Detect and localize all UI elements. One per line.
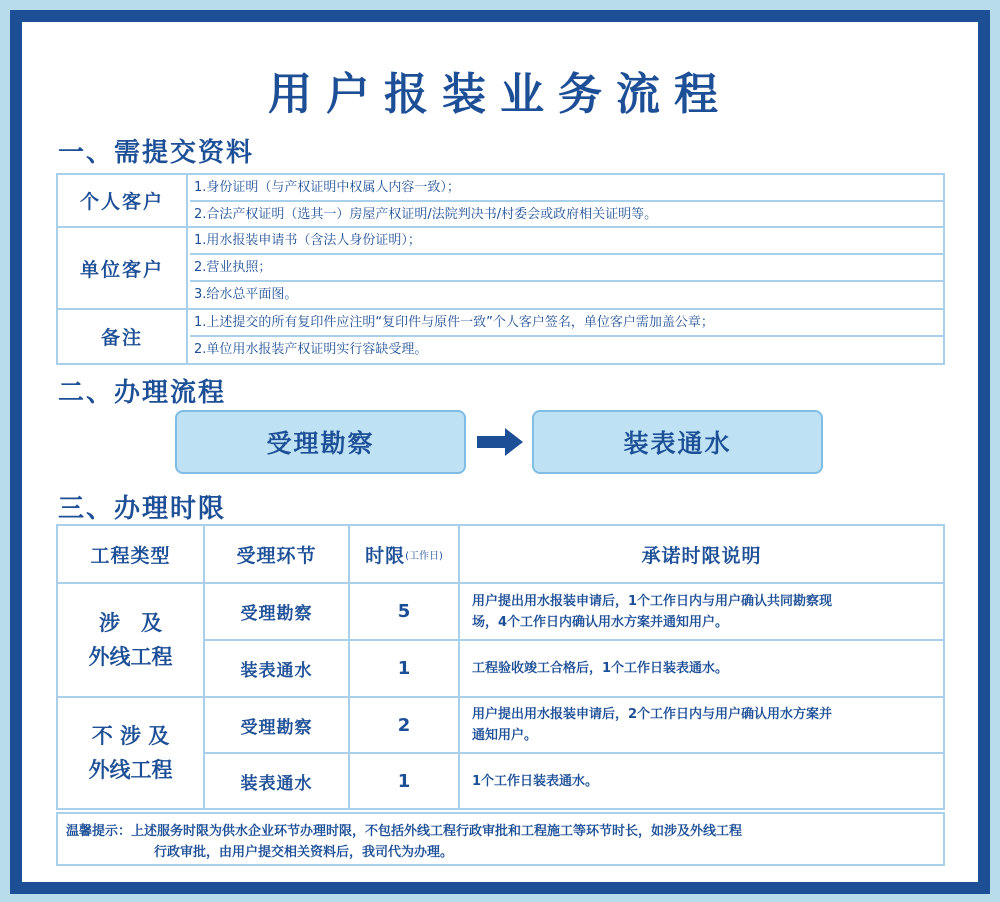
warm-tip-note [56,812,945,866]
page-title: 用户报装业务流程 [268,69,732,120]
materials-item: 3.给水总平面图。 [194,287,298,302]
days-cell: 2 [397,714,411,736]
section2-heading: 二、办理流程 [58,378,227,408]
project-type-external [58,584,203,696]
group-label: 个人客户 [58,175,188,226]
days-cell: 1 [397,770,411,792]
materials-item: 2.营业执照； [190,255,943,282]
description-cell [460,584,943,639]
project-type-internal [58,698,203,808]
header-project-type: 工程类型 [90,544,171,567]
materials-group-company [56,228,945,310]
note-line: 行政审批，由用户提交相关资料后，我司代为办理。 [154,845,454,860]
materials-group-remarks [56,310,945,365]
header-limit-unit: (工作日) [405,550,443,562]
arrow-right-icon [477,426,525,458]
days-cell: 5 [397,601,411,622]
time-limit-table [56,524,945,810]
materials-item: 2.合法产权证明（选其一）房屋产权证明/法院判决书/村委会或政府相关证明等。 [194,207,658,222]
step-cell: 装表通水 [240,661,313,681]
group-label: 备注 [58,310,188,363]
materials-item: 2.单位用水报装产权证明实行容缺受理。 [194,342,428,357]
type-line: 涉 及 [99,611,162,635]
type-line: 外线工程 [88,645,173,669]
description-line: 用户提出用水报装申请后，2个工作日内与用户确认用水方案并 [472,707,833,722]
materials-item: 1.上述提交的所有复印件应注明“复印件与原件一致”个人客户签名，单位客户需加盖公章； [190,310,943,337]
materials-item: 1.用水报装申请书（含法人身份证明）； [190,228,943,255]
materials-item: 1.身份证明（与产权证明中权属人内容一致）； [190,175,943,202]
flow-step-survey: 受理勘察 [175,410,466,474]
type-line: 不 涉 及 [91,724,170,748]
step-cell: 受理勘察 [240,717,313,738]
days-cell: 1 [397,658,411,679]
description-line: 场，4个工作日内确认用水方案并通知用户。 [472,614,729,630]
step-cell: 装表通水 [240,773,313,794]
description-cell: 1个工作日装表通水。 [472,773,599,789]
materials-group-personal [56,173,945,228]
description-cell [460,698,943,752]
note-line: 温馨提示：上述服务时限为供水企业环节办理时限，不包括外线工程行政审批和工程施工等环节时长，如涉及外线工程 [66,824,743,839]
header-limit [350,526,458,582]
description-line: 通知用户。 [472,728,538,743]
description-line: 用户提出用水报装申请后，1个工作日内与用户确认共同勘察现 [472,593,833,609]
header-limit-label: 时限 [365,544,406,567]
group-label: 单位客户 [58,228,188,308]
header-description: 承诺时限说明 [641,544,762,567]
section3-heading: 三、办理时限 [58,494,227,524]
type-line: 外线工程 [88,758,173,782]
section1-heading: 一、需提交资料 [58,138,255,168]
description-cell: 工程验收竣工合格后，1个工作日装表通水。 [472,661,729,676]
step-cell: 受理勘察 [240,604,313,624]
header-step: 受理环节 [236,544,317,567]
flow-step-install: 装表通水 [532,410,823,474]
